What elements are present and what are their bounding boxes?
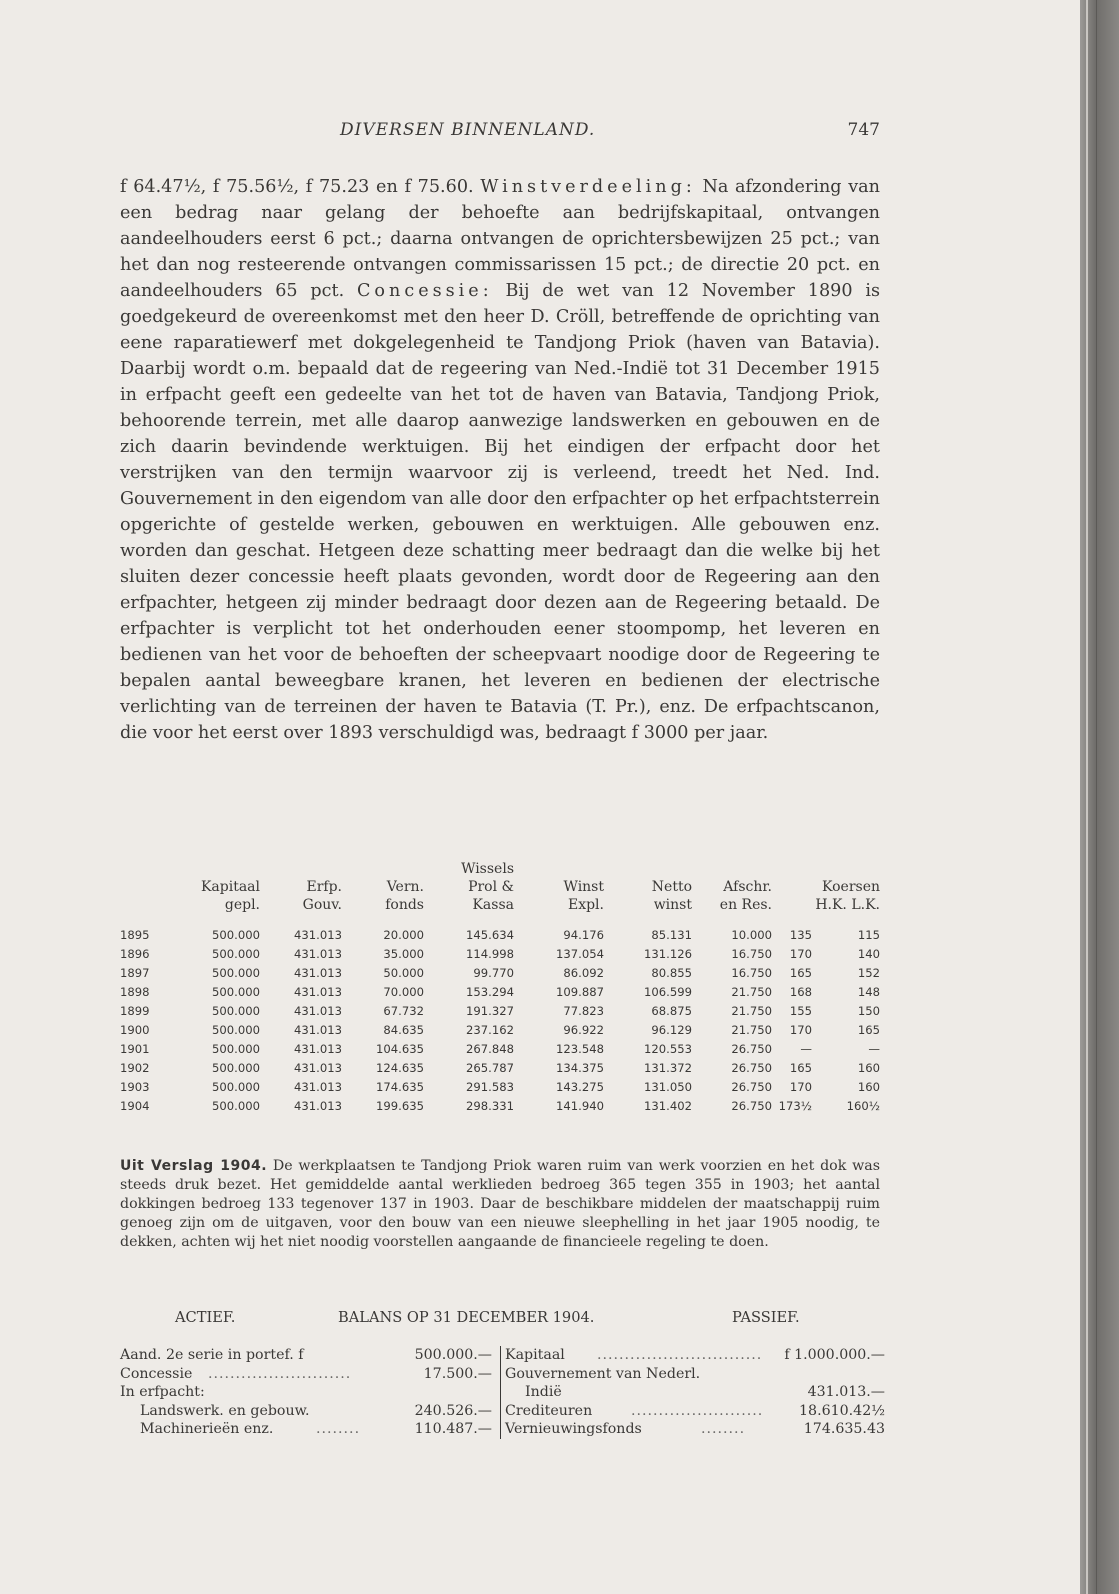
table-cell: 152: [857, 966, 880, 980]
table-cell: 131.402: [644, 1099, 692, 1113]
table-cell: 500.000: [212, 966, 260, 980]
table-cell: 160½: [846, 1099, 880, 1113]
table-cell: 68.875: [651, 1004, 692, 1018]
table-cell: 148: [857, 985, 880, 999]
header-kapitaal: Kapitaal gepl.: [200, 879, 260, 913]
table-cell: 84.635: [383, 1023, 424, 1037]
table-row: [120, 964, 880, 983]
balance-label: Aand. 2e serie in portef. f: [120, 1347, 304, 1363]
concessie-text: Bij de wet van 12 November 1890 is goedgekeurd de overeenkomst met den heer D. Cröll, betreffende de oprichting van eene raparatiewerf met dokgelegenheid te Tandjong Priok (haven van Batavia). Daarbij wordt o.m. bepaald dat de regeering van Ned.-Indië tot 31 December 1915 in erfpacht geeft een gedeelte van het tot de haven van Batavia, Tandjong Priok, behoorende terrein, met alle daarop aanwezige landswerken en gebouwen en de zich daarin bevindende werktuigen. Bij het eindigen der erfpacht door het verstrijken van den termijn waarvoor zij is verleend, treedt het Ned. Ind. Gouvernement in den eigendom van alle door den erfpachter op het erfpachtsterrein opgerichte of gestelde werken, gebouwen en werktuigen. Alle gebouwen enz. worden dan geschat. Hetgeen deze schatting meer bedraagt dan die welke bij het sluiten dezer concessie heeft plaats gevonden, wordt door de Regeering aan den erfpachter, hetgeen zij minder bedraagt door dezen aan de Regeering betaald. De erfpachter is verplicht tot het onderhouden eener stoompomp, het leveren en bedienen van het voor de behoeften der scheepvaart noodige door de Regeering te bepalen aantal beweegbare kranen, het leveren en bedienen der electrische verlichting van de terreinen der haven te Batavia (T. Pr.), enz. De erfpachtscanon, die voor het eerst over 1893 verschuldigd was, bedraagt f 3000 per jaar.: [120, 281, 880, 743]
balance-amount: 240.526.—: [414, 1402, 492, 1419]
table-cell-year: 1898: [120, 985, 150, 999]
table-cell: 21.750: [731, 985, 772, 999]
table-cell: 26.750: [731, 1061, 772, 1075]
table-cell: 173½: [778, 1099, 812, 1113]
report-heading: Uit Verslag 1904.: [120, 1158, 268, 1174]
table-cell: 168: [789, 985, 812, 999]
statistics-table: [120, 860, 880, 1116]
table-cell: 431.013: [294, 985, 342, 999]
header-koersen: Koersen H.K. L.K.: [815, 879, 880, 913]
header-netto: Netto winst: [651, 879, 692, 913]
table-cell: 123.548: [556, 1042, 604, 1056]
table-cell-year: 1895: [120, 928, 150, 942]
table-cell: 141.940: [556, 1099, 604, 1113]
table-cell: 431.013: [294, 966, 342, 980]
table-cell: 85.131: [651, 928, 692, 942]
table-cell: 96.129: [651, 1023, 692, 1037]
balance-row: [505, 1346, 885, 1365]
balance-label: Indië: [525, 1384, 562, 1400]
table-cell: 500.000: [212, 1042, 260, 1056]
leader-dots: ........: [316, 1421, 361, 1437]
table-cell: 80.855: [651, 966, 692, 980]
table-header-row: [120, 860, 880, 926]
table-cell: 165: [789, 1061, 812, 1075]
table-cell: 170: [789, 1023, 812, 1037]
table-row: [120, 1059, 880, 1078]
table-cell: 143.275: [556, 1080, 604, 1094]
table-cell: 134.375: [556, 1061, 604, 1075]
table-cell: —: [868, 1042, 880, 1056]
table-cell: 35.000: [383, 947, 424, 961]
table-cell-year: 1899: [120, 1004, 150, 1018]
table-cell: 10.000: [731, 928, 772, 942]
balance-label: Landswerk. en gebouw.: [140, 1402, 310, 1419]
running-head: [120, 120, 880, 148]
header-winst: Winst Expl.: [563, 879, 604, 913]
table-row: [120, 1040, 880, 1059]
table-cell: 431.013: [294, 1080, 342, 1094]
table-cell: 16.750: [731, 947, 772, 961]
balance-label: Concessie: [120, 1365, 193, 1382]
table-cell: 145.634: [466, 928, 514, 942]
balance-amount: 18.610.42½: [799, 1402, 885, 1419]
table-row: [120, 1021, 880, 1040]
winstverdeeling-text: Na afzondering van een bedrag naar gelang der behoefte aan bedrijfskapitaal, ontvangen aandeelhouders eerst 6 pct.; daarna ontvangen de oprichtersbewijzen 25 pct.; van het dan nog resteerende ontvangen commissarissen 15 pct.; de directie 20 pct. en aandeelhouders 65 pct.: [120, 177, 880, 301]
balance-label: In erfpacht:: [120, 1384, 205, 1400]
table-cell: 165: [857, 1023, 880, 1037]
table-cell: 174.635: [376, 1080, 424, 1094]
balance-amount: 110.487.—: [414, 1421, 492, 1437]
table-cell: 115: [857, 928, 880, 942]
table-cell: 67.732: [383, 1004, 424, 1018]
concessie-label: Concessie:: [356, 281, 493, 301]
table-cell-year: 1904: [120, 1099, 150, 1113]
table-cell: 500.000: [212, 947, 260, 961]
leader-dots: ........................: [631, 1402, 764, 1419]
table-cell: 191.327: [466, 1004, 514, 1018]
table-cell: 500.000: [212, 985, 260, 999]
table-cell: 500.000: [212, 1061, 260, 1075]
table-row: [120, 983, 880, 1002]
table-cell: 135: [789, 928, 812, 942]
header-afschr: Afschr. en Res.: [719, 879, 772, 913]
table-cell: 96.922: [563, 1023, 604, 1037]
report-text: De werkplaatsen te Tandjong Priok waren ruim van werk voorzien en het dok was steeds druk bezet. Het gemiddelde aantal werklieden bedroeg 365 tegen 355 in 1903; het aantal dokkingen bedroeg 133 tegenover 137 in 1903. Daar de beschikbare middelen der maatschappij ruim genoeg zijn om de uitgaven, voor den bouw van een nieuwe sleephelling in het jaar 1905 noodig, te dekken, achten wij het niet noodig voorstellen aangaande de financieele regeling te doen.: [120, 1158, 880, 1250]
header-wissels: Wissels Prol & Kassa: [461, 861, 514, 913]
balance-row: [505, 1383, 885, 1402]
table-cell: 26.750: [731, 1042, 772, 1056]
table-cell: 120.553: [644, 1042, 692, 1056]
table-cell: 500.000: [212, 1023, 260, 1037]
table-cell: 165: [789, 966, 812, 980]
table-cell: 26.750: [731, 1080, 772, 1094]
winstverdeeling-label: Winstverdeeling:: [480, 177, 696, 197]
balance-label: Kapitaal: [505, 1347, 565, 1363]
table-cell-year: 1900: [120, 1023, 150, 1037]
table-cell: 124.635: [376, 1061, 424, 1075]
table-cell: 155: [789, 1004, 812, 1018]
body-paragraph: [120, 174, 880, 746]
leader-dots: ..........................: [208, 1365, 352, 1382]
table-cell: 104.635: [376, 1042, 424, 1056]
table-cell: 106.599: [644, 985, 692, 999]
header-erfp: Erfp. Gouv.: [302, 879, 342, 913]
table-cell: 500.000: [212, 928, 260, 942]
table-cell: 131.372: [644, 1061, 692, 1075]
leader-dots: ..............................: [597, 1347, 763, 1363]
table-cell: 160: [857, 1061, 880, 1075]
table-cell: 199.635: [376, 1099, 424, 1113]
table-row: [120, 945, 880, 964]
table-cell: 21.750: [731, 1023, 772, 1037]
table-cell: 70.000: [383, 985, 424, 999]
table-cell: 237.162: [466, 1023, 514, 1037]
table-cell: 16.750: [731, 966, 772, 980]
balance-label: Gouvernement van Nederl.: [505, 1365, 701, 1382]
actief-label: ACTIEF.: [175, 1309, 236, 1326]
report-paragraph: [120, 1157, 880, 1252]
table-cell: 86.092: [563, 966, 604, 980]
table-cell: 298.331: [466, 1099, 514, 1113]
table-cell: 500.000: [212, 1004, 260, 1018]
running-title: DIVERSEN BINNENLAND.: [340, 120, 596, 140]
table-cell: 137.054: [556, 947, 604, 961]
header-year: [120, 860, 168, 926]
table-cell: 431.013: [294, 947, 342, 961]
balance-label: Vernieuwingsfonds: [505, 1421, 642, 1437]
balance-row: [505, 1402, 885, 1421]
table-cell-year: 1902: [120, 1061, 150, 1075]
balance-title: BALANS OP 31 DECEMBER 1904.: [338, 1309, 595, 1326]
balance-row: [505, 1365, 885, 1384]
page-edge: [1080, 0, 1119, 1594]
balance-amount: 500.000.—: [414, 1347, 492, 1363]
table-cell: 291.583: [466, 1080, 514, 1094]
table-cell: 170: [789, 1080, 812, 1094]
table-cell: 153.294: [466, 985, 514, 999]
passief-label: PASSIEF.: [732, 1309, 800, 1326]
table-cell: 20.000: [383, 928, 424, 942]
table-cell: 21.750: [731, 1004, 772, 1018]
table-cell: 431.013: [294, 1099, 342, 1113]
table-cell: 160: [857, 1080, 880, 1094]
balance-row: [120, 1383, 492, 1402]
balance-row: [505, 1420, 885, 1439]
balance-header: [120, 1309, 880, 1333]
table-cell: 109.887: [556, 985, 604, 999]
balance-row: [120, 1420, 492, 1439]
table-cell: 267.848: [466, 1042, 514, 1056]
table-row: [120, 1097, 880, 1116]
balance-amount: 431.013.—: [807, 1384, 885, 1400]
table-cell: 99.770: [473, 966, 514, 980]
table-cell: 500.000: [212, 1099, 260, 1113]
table-row: [120, 926, 880, 945]
table-cell: 265.787: [466, 1061, 514, 1075]
balance-row: [120, 1365, 492, 1384]
table-cell: 170: [789, 947, 812, 961]
leader-dots: ........: [701, 1421, 746, 1437]
text-start: f 64.47½, f 75.56½, f 75.23 en f 75.60.: [120, 177, 481, 197]
table-cell: 140: [857, 947, 880, 961]
table-cell: 77.823: [563, 1004, 604, 1018]
table-cell: 431.013: [294, 928, 342, 942]
table-cell: 500.000: [212, 1080, 260, 1094]
table-cell: 50.000: [383, 966, 424, 980]
table-cell-year: 1903: [120, 1080, 150, 1094]
table-row: [120, 1078, 880, 1097]
balance-label: Machinerieën enz.: [140, 1421, 274, 1437]
balance-amount: f 1.000.000.—: [784, 1347, 885, 1363]
table-cell-year: 1901: [120, 1042, 150, 1056]
balance-amount: 17.500.—: [423, 1365, 492, 1382]
table-cell: 150: [857, 1004, 880, 1018]
balance-row: [120, 1402, 492, 1421]
table-body: [120, 926, 880, 1116]
table-cell: 26.750: [731, 1099, 772, 1113]
header-vern: Vern. fonds: [385, 879, 424, 913]
page-number: 747: [847, 120, 880, 140]
table-cell: 94.176: [563, 928, 604, 942]
table-cell: 131.126: [644, 947, 692, 961]
actief-column: [120, 1346, 492, 1439]
table-cell: 431.013: [294, 1042, 342, 1056]
table-cell: —: [800, 1042, 812, 1056]
table-cell: 431.013: [294, 1023, 342, 1037]
table-cell: 431.013: [294, 1061, 342, 1075]
table-row: [120, 1002, 880, 1021]
table-cell: 131.050: [644, 1080, 692, 1094]
passief-column: [500, 1346, 885, 1439]
table-cell-year: 1896: [120, 947, 150, 961]
table-cell-year: 1897: [120, 966, 150, 980]
balance-label: Crediteuren: [505, 1402, 593, 1419]
balance-row: [120, 1346, 492, 1365]
table-cell: 114.998: [466, 947, 514, 961]
table-cell: 431.013: [294, 1004, 342, 1018]
balance-amount: 174.635.43: [803, 1421, 885, 1437]
